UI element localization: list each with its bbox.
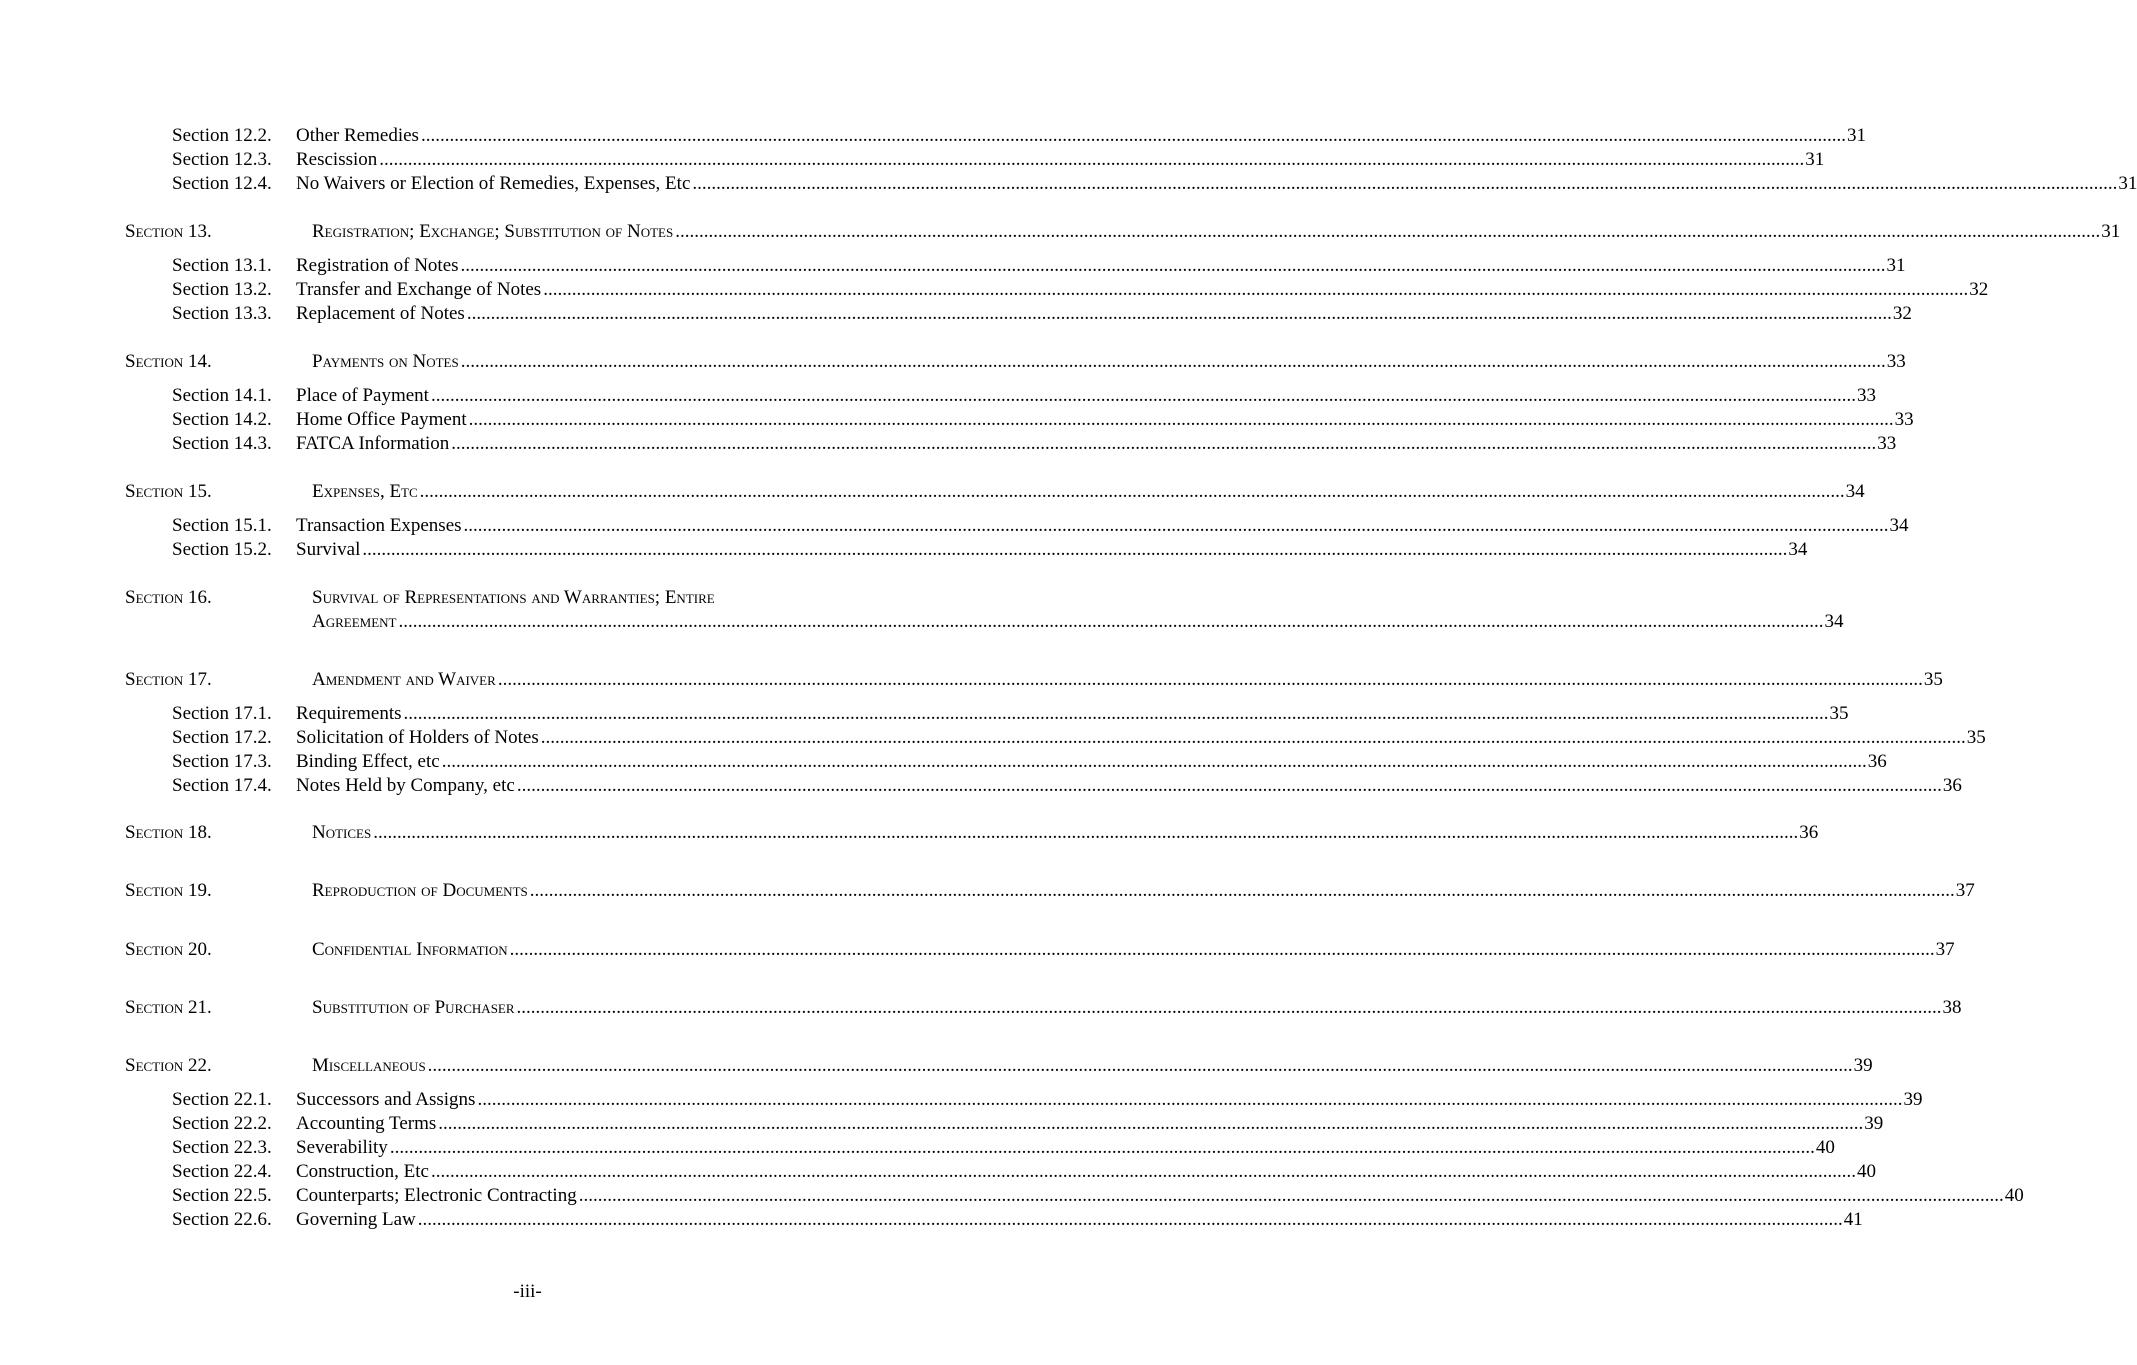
entry-body: [296, 726, 1986, 750]
entry-body: [312, 610, 1844, 634]
toc-subsection-entry[interactable]: [0, 1160, 1876, 1184]
section-number: Section 17.2.: [172, 727, 272, 748]
section-title: Amendment and Waiver: [312, 669, 496, 690]
section-title: Payments on Notes: [312, 351, 459, 372]
page-number: 33: [1877, 433, 1897, 454]
section-number: Section 22.: [125, 1055, 212, 1076]
section-number: Section 14.: [125, 351, 212, 372]
section-number: Section 22.3.: [172, 1137, 272, 1158]
section-title: FATCA Information: [296, 433, 450, 454]
dot-leader: ............................................................................................................................................................................................................................................................................................................: [373, 822, 1799, 843]
section-number: Section 14.1.: [172, 385, 272, 406]
toc-section-entry[interactable]: [0, 938, 1955, 962]
dot-leader: ............................................................................................................................................................................................................................................................................................................: [578, 1185, 2004, 1206]
dot-leader: ............................................................................................................................................................................................................................................................................................................: [460, 351, 1886, 372]
dot-leader: ............................................................................................................................................................................................................................................................................................................: [463, 515, 1889, 536]
dot-leader: ............................................................................................................................................................................................................................................................................................................: [403, 703, 1829, 724]
dot-leader: ............................................................................................................................................................................................................................................................................................................: [427, 1055, 1853, 1076]
page-number: 33: [1886, 351, 1906, 372]
dot-leader: ............................................................................................................................................................................................................................................................................................................: [419, 481, 1845, 502]
section-title: Successors and Assigns: [296, 1089, 476, 1110]
toc-section-entry[interactable]: [0, 668, 1943, 692]
dot-leader: ............................................................................................................................................................................................................................................................................................................: [509, 939, 1935, 960]
entry-body: [296, 148, 1825, 172]
entry-body: [296, 254, 1906, 278]
page-number: 40: [1856, 1161, 1876, 1182]
section-title: Survival: [296, 539, 361, 560]
dot-leader: ............................................................................................................................................................................................................................................................................................................: [379, 149, 1805, 170]
page-number: 37: [1935, 939, 1955, 960]
toc-section-entry[interactable]: [0, 220, 2121, 244]
toc-subsection-entry[interactable]: [0, 774, 1962, 798]
section-number: Section 14.2.: [172, 409, 272, 430]
page-number: 34: [1788, 539, 1808, 560]
section-number: Section 13.3.: [172, 303, 272, 324]
section-number: Section 20.: [125, 939, 212, 960]
dot-leader: ............................................................................................................................................................................................................................................................................................................: [420, 125, 1846, 146]
section-number: Section 22.5.: [172, 1185, 272, 1206]
dot-leader: ............................................................................................................................................................................................................................................................................................................: [468, 409, 1894, 430]
page-number: 36: [1799, 822, 1819, 843]
section-number: Section 22.2.: [172, 1113, 272, 1134]
toc-section-entry[interactable]: [0, 1054, 1873, 1078]
page-number: 35: [1829, 703, 1849, 724]
section-title: Confidential Information: [312, 939, 508, 960]
section-title: Severability: [296, 1137, 388, 1158]
dot-leader: ............................................................................................................................................................................................................................................................................................................: [438, 1113, 1864, 1134]
dot-leader: ............................................................................................................................................................................................................................................................................................................: [466, 303, 1892, 324]
page-number-footer: -iii-: [513, 1281, 542, 1302]
toc-subsection-entry[interactable]: [0, 384, 1876, 408]
page-number: 35: [1923, 669, 1943, 690]
dot-leader: ............................................................................................................................................................................................................................................................................................................: [540, 727, 1966, 748]
dot-leader: ............................................................................................................................................................................................................................................................................................................: [516, 997, 1942, 1018]
dot-leader: ............................................................................................................................................................................................................................................................................................................: [497, 669, 1923, 690]
section-title: Expenses, Etc: [312, 481, 418, 502]
toc-subsection-entry[interactable]: [0, 702, 1849, 726]
entry-body: [296, 538, 1808, 562]
dot-leader: ............................................................................................................................................................................................................................................................................................................: [451, 433, 1877, 454]
section-title: Rescission: [296, 149, 378, 170]
section-number: Section 22.6.: [172, 1209, 272, 1230]
page-number: 33: [1856, 385, 1876, 406]
entry-body: [312, 586, 932, 610]
section-title: Survival of Representations and Warranties; Entire: [312, 587, 715, 608]
entry-body: [312, 668, 1943, 692]
toc-subsection-entry[interactable]: [0, 408, 1914, 432]
page-number: 32: [1969, 279, 1989, 300]
page-number: 41: [1843, 1209, 1863, 1230]
page-number: 37: [1955, 880, 1975, 901]
page-number: 31: [2118, 173, 2137, 194]
entry-body: [296, 1184, 2024, 1208]
page-number: 32: [1892, 303, 1912, 324]
page-number: 34: [1845, 481, 1865, 502]
section-number: Section 16.: [125, 587, 212, 608]
section-number: Section 13.1.: [172, 255, 272, 276]
toc-subsection-entry[interactable]: [0, 148, 1825, 172]
section-title: Reproduction of Documents: [312, 880, 528, 901]
toc-section-entry[interactable]: [0, 879, 1975, 903]
toc-subsection-entry[interactable]: [0, 278, 1989, 302]
page-number: 33: [1894, 409, 1914, 430]
entry-body: [312, 879, 1975, 903]
toc-subsection-entry[interactable]: [0, 1208, 1863, 1232]
section-title: Registration; Exchange; Substitution of Notes: [312, 221, 674, 242]
section-number: Section 13.: [125, 221, 212, 242]
entry-body: [296, 702, 1849, 726]
dot-leader: ............................................................................................................................................................................................................................................................................................................: [543, 279, 1969, 300]
section-number: Section 15.1.: [172, 515, 272, 536]
entry-body: [312, 480, 1865, 504]
section-number: Section 14.3.: [172, 433, 272, 454]
dot-leader: ............................................................................................................................................................................................................................................................................................................: [477, 1089, 1903, 1110]
toc-subsection-entry[interactable]: [0, 1184, 2024, 1208]
section-title: Transfer and Exchange of Notes: [296, 279, 542, 300]
toc-subsection-entry[interactable]: [0, 302, 1912, 326]
toc-subsection-entry[interactable]: [0, 1088, 1923, 1112]
toc-subsection-entry[interactable]: [0, 750, 1887, 774]
page-number: 34: [1824, 611, 1844, 632]
page-number: 38: [1942, 997, 1962, 1018]
entry-body: [296, 774, 1962, 798]
entry-body: [312, 821, 1819, 845]
entry-body: [296, 1112, 1884, 1136]
toc-section-entry[interactable]: [0, 480, 1865, 504]
page-number: 35: [1966, 727, 1986, 748]
page-number: 40: [2004, 1185, 2024, 1206]
toc-section-entry[interactable]: [0, 996, 1962, 1020]
section-title: Replacement of Notes: [296, 303, 465, 324]
dot-leader: ............................................................................................................................................................................................................................................................................................................: [441, 751, 1867, 772]
toc-subsection-entry[interactable]: [0, 254, 1906, 278]
toc-section-entry[interactable]: [0, 350, 1906, 374]
section-title: Solicitation of Holders of Notes: [296, 727, 539, 748]
toc-subsection-entry[interactable]: [0, 1112, 1884, 1136]
entry-body: [296, 408, 1914, 432]
dot-leader: ............................................................................................................................................................................................................................................................................................................: [529, 880, 1955, 901]
section-title: Substitution of Purchaser: [312, 997, 515, 1018]
entry-body: [296, 1208, 1863, 1232]
entry-body: [296, 278, 1989, 302]
toc-subsection-entry[interactable]: [0, 124, 1866, 148]
page-number: 31: [1886, 255, 1906, 276]
section-number: Section 15.: [125, 481, 212, 502]
section-title: Notices: [312, 822, 372, 843]
toc-section-entry[interactable]: [0, 821, 1819, 845]
section-title: Transaction Expenses: [296, 515, 462, 536]
toc-section-entry-continued: [0, 610, 1844, 634]
toc-subsection-entry[interactable]: [0, 1136, 1835, 1160]
entry-body: [312, 938, 1955, 962]
section-title: Place of Payment: [296, 385, 429, 406]
dot-leader: ............................................................................................................................................................................................................................................................................................................: [417, 1209, 1843, 1230]
dot-leader: ............................................................................................................................................................................................................................................................................................................: [430, 385, 1856, 406]
section-number: Section 22.1.: [172, 1089, 272, 1110]
toc-section-entry[interactable]: [0, 586, 932, 610]
entry-body: [296, 514, 1909, 538]
dot-leader: ............................................................................................................................................................................................................................................................................................................: [389, 1137, 1815, 1158]
section-title: Governing Law: [296, 1209, 416, 1230]
section-title: Home Office Payment: [296, 409, 467, 430]
section-title: Counterparts; Electronic Contracting: [296, 1185, 577, 1206]
page-number: 39: [1853, 1055, 1873, 1076]
section-number: Section 13.2.: [172, 279, 272, 300]
section-number: Section 19.: [125, 880, 212, 901]
section-title: Accounting Terms: [296, 1113, 437, 1134]
page-number: 36: [1942, 775, 1962, 796]
toc-subsection-entry[interactable]: [0, 432, 1897, 456]
page-number: 31: [1846, 125, 1866, 146]
entry-body: [296, 124, 1866, 148]
section-number: Section 12.3.: [172, 149, 272, 170]
section-title: Miscellaneous: [312, 1055, 426, 1076]
page-number: 31: [2101, 221, 2121, 242]
toc-subsection-entry[interactable]: [0, 726, 1986, 750]
entry-body: [296, 750, 1887, 774]
page-number: 40: [1815, 1137, 1835, 1158]
section-number: Section 12.4.: [172, 173, 272, 194]
entry-body: [312, 996, 1962, 1020]
toc-subsection-entry[interactable]: [0, 538, 1808, 562]
page-number: 31: [1805, 149, 1825, 170]
dot-leader: ............................................................................................................................................................................................................................................................................................................: [675, 221, 2101, 242]
page-number: 39: [1903, 1089, 1923, 1110]
section-number: Section 17.: [125, 669, 212, 690]
page-number: 34: [1889, 515, 1909, 536]
entry-body: [296, 432, 1897, 456]
entry-body: [312, 220, 2121, 244]
entry-body: [296, 1160, 1876, 1184]
section-number: Section 17.3.: [172, 751, 272, 772]
section-title: Requirements: [296, 703, 402, 724]
section-number: Section 17.4.: [172, 775, 272, 796]
section-title: Construction, Etc: [296, 1161, 429, 1182]
section-title: Notes Held by Company, etc: [296, 775, 515, 796]
toc-subsection-entry[interactable]: [0, 514, 1909, 538]
dot-leader: ............................................................................................................................................................................................................................................................................................................: [460, 255, 1886, 276]
entry-body: [296, 1088, 1923, 1112]
entry-body: [312, 1054, 1873, 1078]
dot-leader: ............................................................................................................................................................................................................................................................................................................: [430, 1161, 1856, 1182]
section-number: Section 17.1.: [172, 703, 272, 724]
section-number: Section 22.4.: [172, 1161, 272, 1182]
entry-body: [296, 384, 1876, 408]
section-number: Section 15.2.: [172, 539, 272, 560]
dot-leader: ............................................................................................................................................................................................................................................................................................................: [692, 173, 2118, 194]
dot-leader: ............................................................................................................................................................................................................................................................................................................: [516, 775, 1942, 796]
section-number: Section 18.: [125, 822, 212, 843]
dot-leader: ............................................................................................................................................................................................................................................................................................................: [398, 611, 1824, 632]
entry-body: [296, 1136, 1835, 1160]
section-title: Registration of Notes: [296, 255, 459, 276]
entry-body: [296, 172, 2137, 196]
section-title: No Waivers or Election of Remedies, Expenses, Etc: [296, 173, 691, 194]
section-number: Section 12.2.: [172, 125, 272, 146]
toc-subsection-entry[interactable]: [0, 172, 2137, 196]
page-number: 39: [1864, 1113, 1884, 1134]
page-number: 36: [1867, 751, 1887, 772]
entry-body: [312, 350, 1906, 374]
section-title-continued: Agreement: [312, 611, 397, 632]
section-number: Section 21.: [125, 997, 212, 1018]
entry-body: [296, 302, 1912, 326]
dot-leader: ............................................................................................................................................................................................................................................................................................................: [362, 539, 1788, 560]
section-title: Other Remedies: [296, 125, 419, 146]
section-title: Binding Effect, etc: [296, 751, 440, 772]
